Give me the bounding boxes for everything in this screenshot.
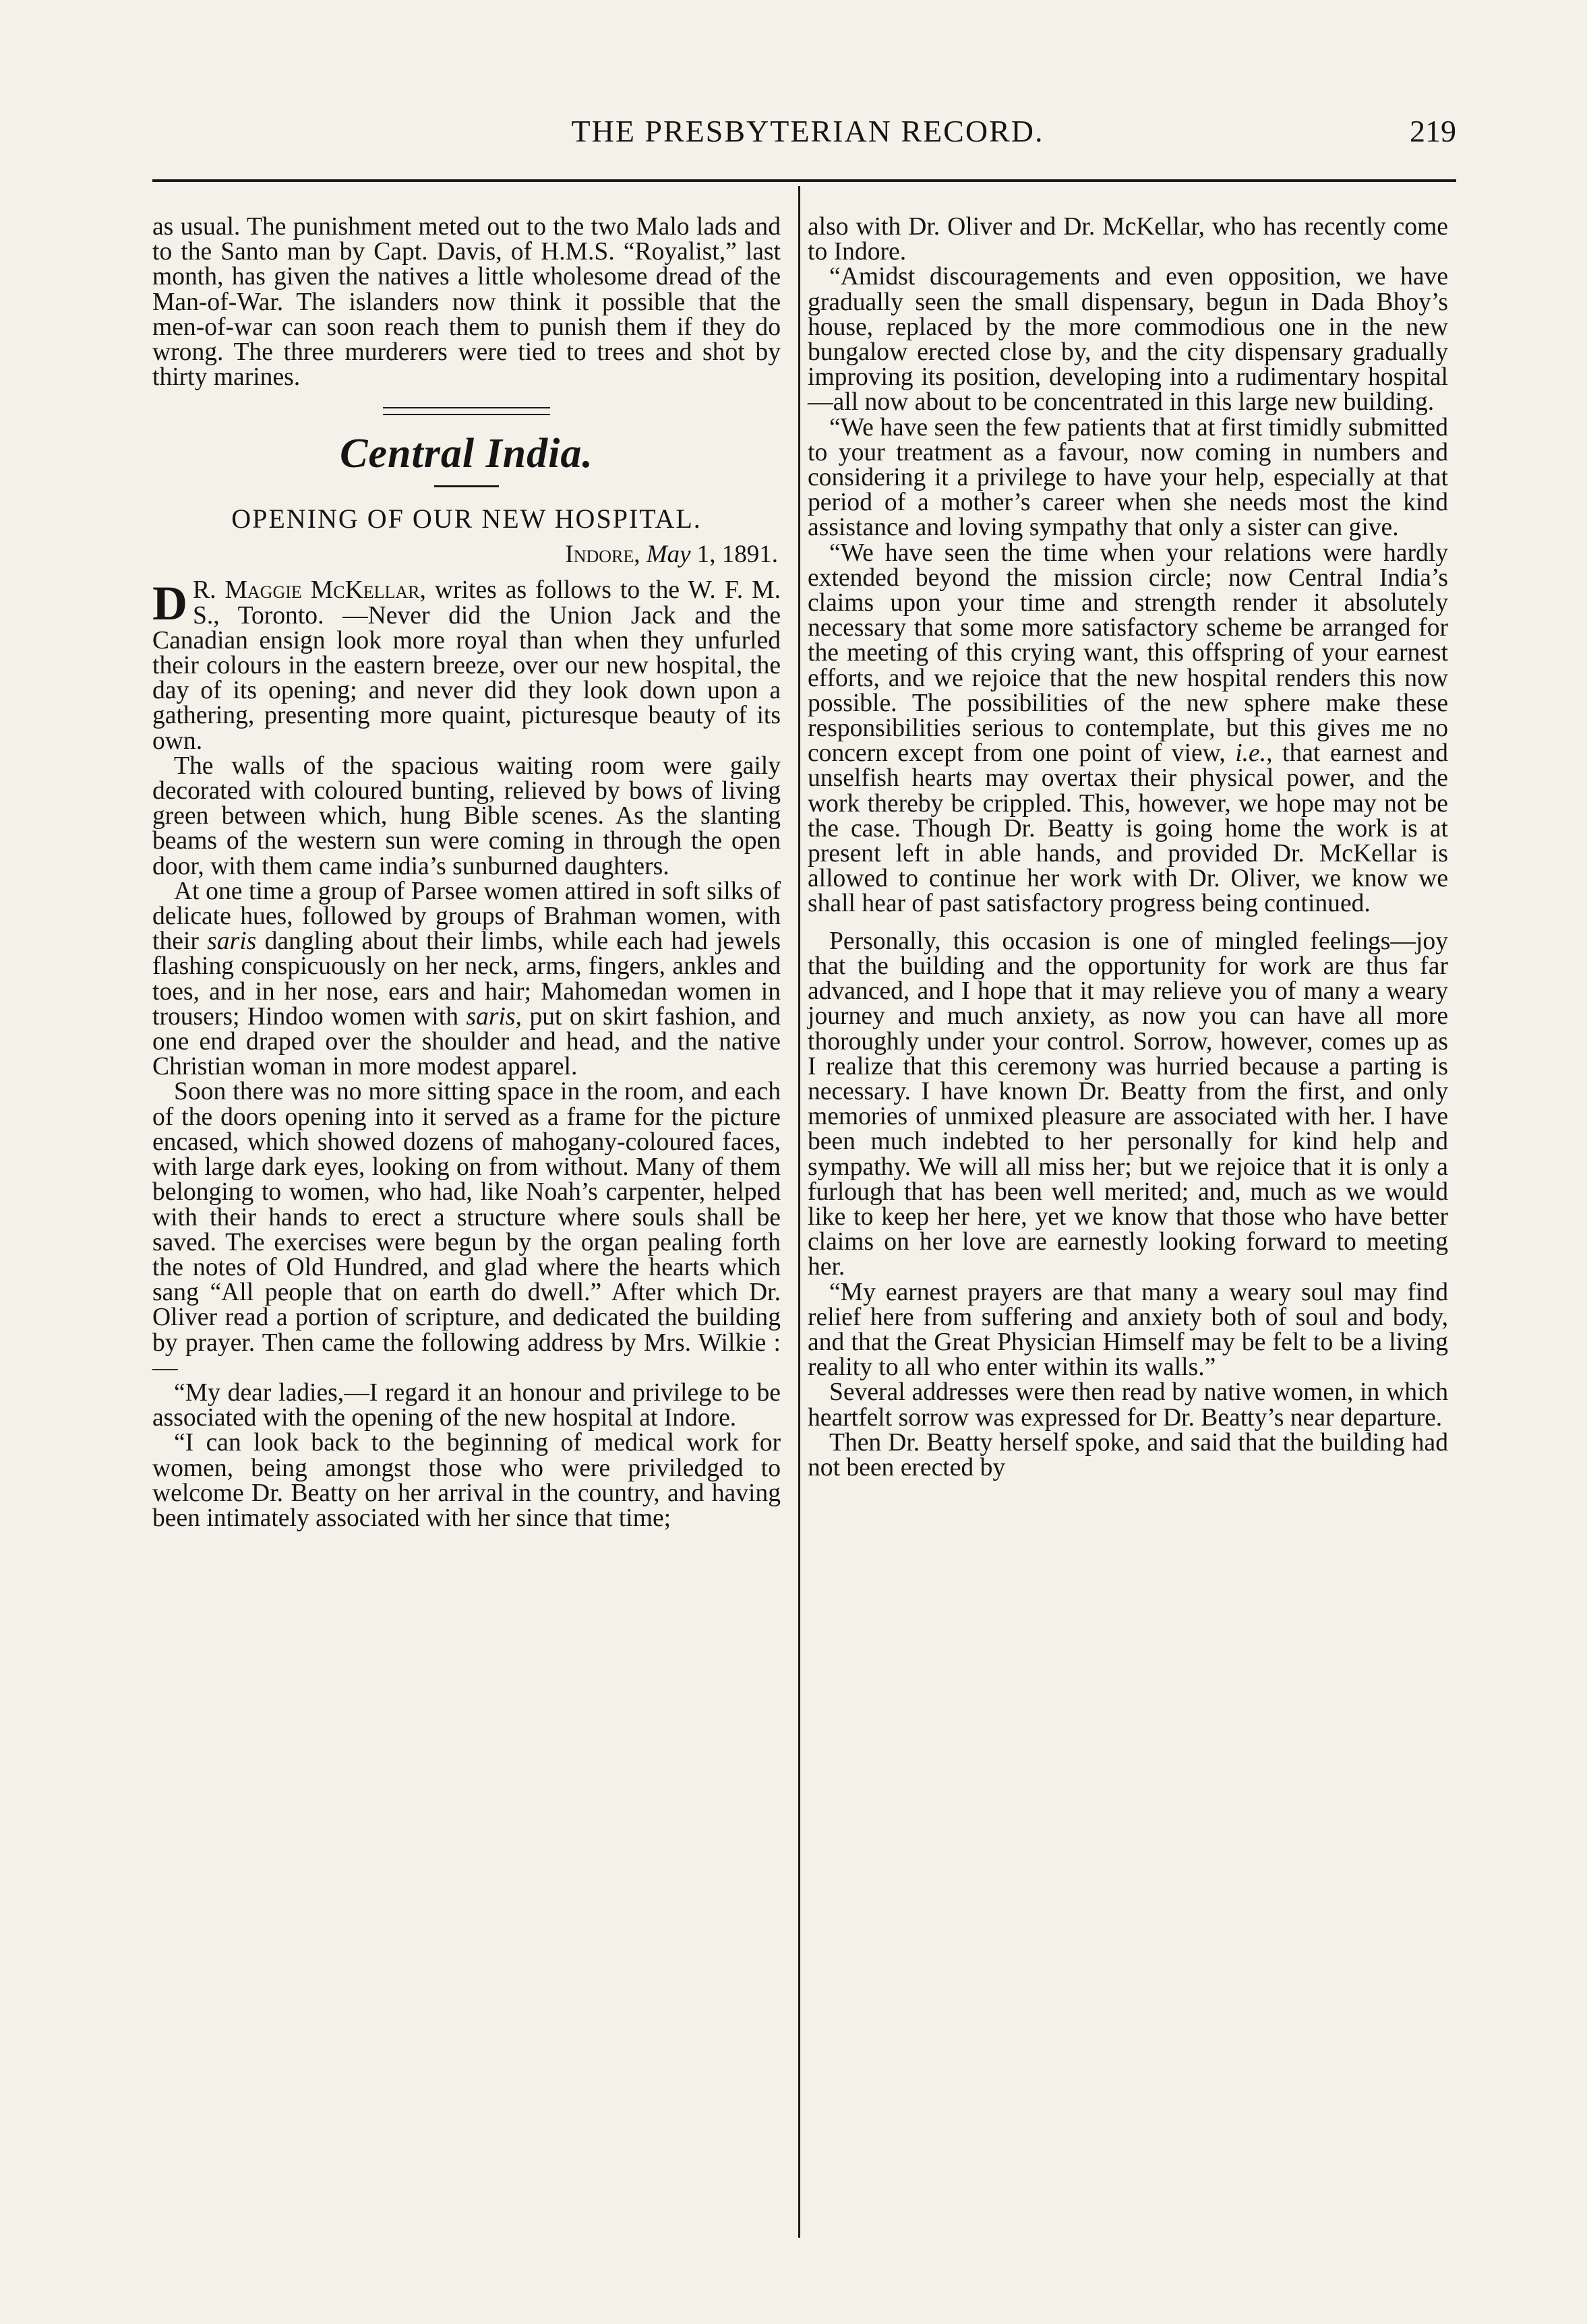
author-name: R. Maggie McKellar, [193,576,426,605]
paragraph: Several addresses were then read by native women, in which heartfelt sorrow was expressed for Dr. Beatty’s near departure. [808,1378,1448,1432]
running-title: THE PRESBYTERIAN RECORD. [571,114,1044,148]
paragraph: “I can look back to the beginning of medical work for women, being amongst those who were priviledged to welcome Dr. Beatty on her arrival in the country, and having been intimately associated with her since that time; [152,1429,781,1532]
drop-cap: D [152,576,187,631]
italic-word: saris [207,927,257,956]
paragraph: Personally, this occasion is one of mingled feelings—joy that the building and the opportunity for work are thus far advanced, and I hope that it may relieve you of many a weary journey and much anxiety, as now you can have all more thoroughly under your control. Sorrow, however, comes up as I realize that this ceremony was hurried because a parting is necessary. I have known Dr. Beatty from the first, and only memories of unmixed pleasure are associated with her. I have been much indebted to her personally for kind help and sympathy. We will all miss her; but we rejoice that it is only a furlough that has been well merited; and, much as we would like to keep her here, yet we know that those who have better claims on her love are earnestly looking forward to meeting her. [808,927,1448,1281]
header-rule [152,179,1456,182]
paragraph: The walls of the spacious waiting room were gaily decorated with coloured bunting, relieved by bows of living green between which, hung Bible scenes. As the slanting beams of the western sun were coming in through the open door, with them came india’s sunburned daughters. [152,752,781,880]
paragraph-text: that earnest and unselfish hearts may overtax their physical power, and the work thereby be crippled. This, however, we hope may not be the case. Though Dr. Beatty is going home the work is at present left in able hands, and provided Dr. McKellar is allowed to continue her work with Dr. Oliver, we know we shall hear of past satisfactory progress being continued. [808,739,1448,918]
italic-word: saris, [466,1002,522,1031]
left-column [152,214,781,1531]
paragraph: “My earnest prayers are that many a weary soul may find relief here from suffering and anxiety both of soul and body, and that the Great Physician Himself may be felt to be a living reality to all who enter within its walls.” [808,1278,1448,1382]
paragraph-text: writes as follows to the W. F. M. S., Toronto. —Never did the Union Jack and the Canadian ensign look more royal than when they unfurled their colours in the eastern breeze, over our new hospital, the day of its opening; and never did they look down upon a gathering, presenting more quaint, picturesque beauty of its own. [152,576,781,755]
paragraph: Then Dr. Beatty herself spoke, and said that the building had not been erected by [808,1428,1448,1481]
paragraph: “My dear ladies,—I regard it an honour and privilege to be associated with the opening of the new hospital at Indore. [152,1378,781,1432]
section-heading: Central India. [340,431,593,477]
paragraph-text: dangling about their limbs, while each had jewels flashing conspicuously on her neck, arms, fingers, ankles and toes, and in her nose, ears and hair; Mahomedan women in trousers; Hindoo women with [152,927,781,1031]
paragraph-text: “We have seen the time when your relations were hardly extended beyond the mission circle; now Central India’s claims upon your time and strength render it absolutely necessary that some more satisfactory scheme be arranged for the meeting of this crying want, this offspring of your earnest efforts, and we rejoice that the new hospital renders this now possible. The possibilities of the new sphere make these responsibilities serious to contemplate, but this gives me no concern except from one point of view, [808,539,1448,768]
section-rule [383,407,550,415]
paragraph: Soon there was no more sitting space in the room, and each of the doors opening into it served as a frame for the picture encased, which showed dozens of mahogany-coloured faces, with large dark eyes, looking on from without. Many of them belonging to women, who had, like Noah’s carpenter, helped with their hands to erect a structure where souls shall be saved. The exercises were begun by the organ pealing forth the notes of Old Hundred, and glad where the hearts which sang “All people that on earth do dwell.” After which Dr. Oliver read a portion of scripture, and dedicated the building by prayer. Then came the following address by Mrs. Wilkie :— [152,1078,781,1382]
dateline-month: May [646,541,691,569]
page-number: 219 [1410,114,1456,148]
paragraph: also with Dr. Oliver and Dr. McKellar, who has recently come to Indore. [808,213,1448,266]
paragraph-text: put on skirt fashion, and one end draped over the shoulder and head, and the native Christian woman in more modest apparel. [152,1002,781,1081]
dateline-city: Indore, [565,541,640,569]
paragraph-text: At one time a group of Parsee women attired in soft silks of delicate hues, followed by groups of Brahman women, with their [152,877,781,956]
paragraph [808,541,1448,917]
paragraph: “Amidst discouragements and even opposition, we have gradually seen the small dispensary, begun in Dada Bhoy’s house, replaced by the more commodious one in the new bungalow erected close by, and the city dispensary gradually improving its position, developing into a rudimentary hospital—all now about to be concentrated in this large new building. [808,263,1448,417]
right-column [808,214,1448,1480]
dateline-date: 1, 1891. [696,541,778,569]
column-divider [798,186,800,2238]
italic-word: i.e., [1235,739,1273,768]
paragraph: as usual. The punishment meted out to the two Malo lads and to the Santo man by Capt. Davis, of H.M.S. “Royalist,” last month, has given the natives a little wholesome dread of the Man-of-War. The islanders now think it possible that the men-of-war can soon reach them to punish them if they do wrong. The three murderers were tied to trees and shot by thirty marines. [152,213,781,392]
heading-rule [434,485,499,487]
dateline [152,541,778,568]
paragraph: “We have seen the few patients that at first timidly submitted to your treatment as a favour, now coming in numbers and considering it a privilege to have your help, especially at that period of a mother’s career when she needs most the kind assistance and loving sympathy that only a sister can give. [808,413,1448,542]
paragraph [152,879,781,1080]
article-title: OPENING OF OUR NEW HOSPITAL. [231,503,702,534]
page-header [159,113,1456,167]
paragraph [152,578,781,753]
